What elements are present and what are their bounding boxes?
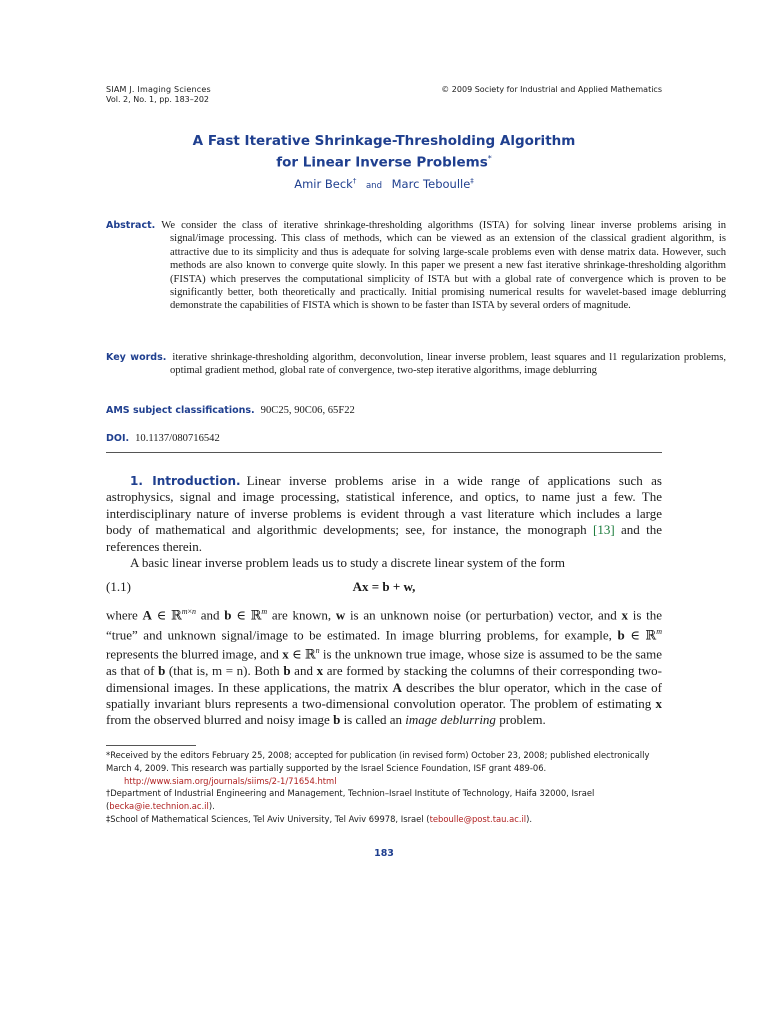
email-link-beck[interactable]: becka@ie.technion.ac.il xyxy=(109,801,209,812)
doi xyxy=(106,432,662,445)
author-teboulle-mark: ‡ xyxy=(470,177,474,186)
footnote-beck-end: ). xyxy=(208,801,215,812)
volume-info: Vol. 2, No. 1, pp. 183–202 xyxy=(106,95,210,104)
doi-label: DOI. xyxy=(106,433,130,444)
email-link-teboulle[interactable]: teboulle@post.tau.ac.il xyxy=(429,813,527,824)
footnote-teboulle-text: ‡School of Mathematical Sciences, Tel Aviv University, Tel Aviv 69978, Israel ( xyxy=(106,813,430,824)
keywords-text: iterative shrinkage-thresholding algorithm, deconvolution, linear inverse problem, least squares and l1 regularization problems, optimal gradient method, global rate of convergence, two-step iterative algorithms, image deblurring xyxy=(170,352,726,377)
abstract xyxy=(106,219,726,313)
intro-text-1a: Linear inverse problems arise in a wide range of applications such as astrophysics, signal and image processing, statistical inference, and optics, to name just a few. The interdisciplinary nature of inverse problems is evident through a vast literature which includes a large body of mathematical and algorithmic developments; see, for instance, the monograph xyxy=(106,473,662,538)
ams-label: AMS subject classifications. xyxy=(106,405,255,416)
p3-g: (that is, m = n). Both xyxy=(165,663,284,679)
author-beck: Amir Beck xyxy=(294,177,353,191)
section-heading: 1. Introduction. xyxy=(130,474,241,488)
intro-paragraph-3: where A ∈ ℝ$^{m\times n}$ and b ∈ ℝ$^m$ are known, w is an unknown noise (or perturbation) vector, and x is the “true” and unknown signal/image to be estimated. In image blurring problems, for example, b ∈ ℝ$^m$ represents the blurred image, and x ∈ ℝ$^n$ is the unknown true image, whose size is assumed to be the same as that of b (that is, m = n). Both b and x are formed by stacking the columns of their corresponding two-dimensional images. In these applications, the matrix A describes the blur operator, which in the case of spatially invariant blurs represents a two-dimensional convolution operator. The problem of estimating x from the observed blurred and noisy image b is called an image deblurring problem. xyxy=(106,607,663,728)
citation-link[interactable]: [13] xyxy=(593,522,615,538)
author-beck-mark: † xyxy=(352,177,357,186)
footnote-beck-text: †Department of Industrial Engineering and Management, Technion–Israel Institute of Technology, Haifa 32000, Israel ( xyxy=(106,788,595,812)
p3-f: is the unknown true image, whose size is assumed to be the same as that of xyxy=(106,646,663,679)
footnotes xyxy=(106,749,662,826)
journal-name: SIAM J. Imaging Sciences xyxy=(106,85,211,94)
author-conjunction: and xyxy=(365,181,382,191)
p3-b: are known, xyxy=(267,607,336,623)
title-line-2: for Linear Inverse Problems xyxy=(276,154,488,171)
abstract-text: We consider the class of iterative shrinkage-thresholding algorithms (ISTA) for solving linear inverse problems arising in signal/image processing. This class of methods, which can be viewed as an extension of the classical gradient algorithm, is attractive due to its simplicity and thus is adequate for solving large-scale problems even with dense matrix data. However, such methods are also known to converge quite slowly. In this paper we present a new fast iterative shrinkage-thresholding algorithm (FISTA) which preserves the computational simplicity of ISTA but with a global rate of convergence which is proven to be significantly better, both theoretically and practically. Initial promising numerical results for wavelet-based image deblurring demonstrate the capabilities of FISTA which is shown to be faster than ISTA by several orders of magnitude. xyxy=(161,220,726,312)
footnote-rule xyxy=(106,745,196,746)
footnote-received: *Received by the editors February 25, 2008; accepted for publication (in revised form) October 23, 2008; published electronically March 4, 2009. This research was partially supported by the Israel Science Foundation, ISF grant 489-06. xyxy=(106,750,650,773)
equation-number: (1.1) xyxy=(106,579,131,594)
author-teboulle: Marc Teboulle xyxy=(391,177,471,191)
paper-title xyxy=(106,133,662,172)
footnote-beck xyxy=(106,787,662,813)
p3-em: image deblurring xyxy=(405,712,496,728)
p3-k: is called an xyxy=(340,712,406,728)
doi-text: 10.1137/080716542 xyxy=(135,433,220,444)
copyright-notice: © 2009 Society for Industrial and Applied Mathematics xyxy=(441,85,662,94)
equation-body: Ax = b + w, xyxy=(352,579,416,594)
p3-c: is an unknown noise (or perturbation) vector, and xyxy=(345,607,622,623)
p3-i: describes the blur operator, which in the case of spatially invariant blurs represents a two-dimensional convolution operator. The problem of estimating xyxy=(106,679,662,712)
separator-rule xyxy=(106,452,662,453)
footnote-teboulle xyxy=(106,813,662,826)
ams-classification xyxy=(106,404,662,417)
p3-e: represents the blurred image, and xyxy=(106,646,283,662)
authors xyxy=(106,177,662,191)
p3-d: is the “true” and unknown signal/image to be estimated. In image blurring problems, for example, xyxy=(106,607,662,643)
intro-text-1b: and the references therein. xyxy=(106,522,662,554)
journal-header xyxy=(106,85,211,105)
keywords xyxy=(106,351,726,378)
title-line-1: A Fast Iterative Shrinkage-Thresholding Algorithm xyxy=(192,133,576,149)
title-footnote-mark: * xyxy=(487,154,492,163)
page-number: 183 xyxy=(374,848,394,859)
footnote-url-link[interactable]: http://www.siam.org/journals/siims/2-1/71654.html xyxy=(124,775,337,786)
p3-a: where xyxy=(106,607,143,623)
ams-text: 90C25, 90C06, 65F22 xyxy=(260,405,355,416)
abstract-label: Abstract. xyxy=(106,220,156,231)
intro-paragraph-1 xyxy=(106,473,662,555)
intro-paragraph-2: A basic linear inverse problem leads us to study a discrete linear system of the form xyxy=(130,555,566,571)
intro-section xyxy=(106,473,662,571)
footnote-teboulle-end: ). xyxy=(526,813,533,824)
p3-h: are formed by stacking the columns of their corresponding two-dimensional images. In these applications, the matrix xyxy=(106,663,662,695)
equation-1-1 xyxy=(106,579,662,597)
p3-l: problem. xyxy=(495,712,546,728)
keywords-label: Key words. xyxy=(106,352,167,363)
p3-j: from the observed blurred and noisy image xyxy=(106,712,334,728)
